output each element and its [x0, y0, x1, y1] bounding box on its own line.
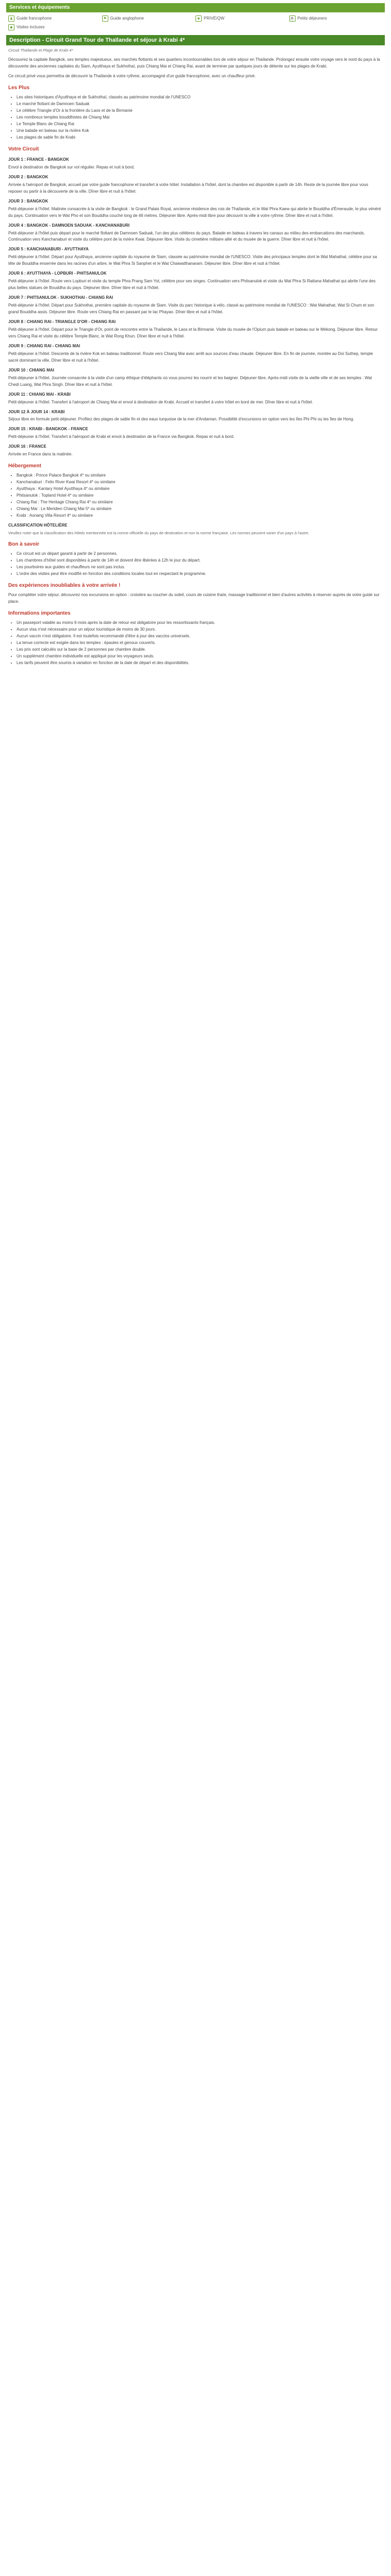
- day-text: Petit-déjeuner à l'hôtel. Matinée consacrée à la visite de Bangkok : le Grand Palais Royal, ancienne résidence des rois de Thaïlande, et le Wat Phra Kaew qui abrite le Bouddha d'Émeraude, le plus vénéré du pays. Continuation vers le Wat Pho et son Bouddha couché long de 46 mètres. Déjeuner libre. Après-midi libre pour découvrir la ville à votre rythme. Dîner libre et nuit à l'hôtel.: [8, 206, 381, 218]
- day-text: Envol à destination de Bangkok sur vol régulier. Repas et nuit à bord.: [8, 164, 135, 170]
- day-text: Arrivée en France dans la matinée.: [8, 452, 73, 457]
- infos-list: [8, 620, 383, 667]
- day-title: JOUR 16 : FRANCE: [8, 444, 46, 449]
- hotel-item: • Phitsanulok : Topland Hotel 4* ou similaire: [17, 493, 383, 499]
- hotels-heading: Hébergement: [8, 463, 41, 469]
- day-title: JOUR 12 À JOUR 14 : KRABI: [8, 409, 65, 414]
- list-item: • Aucun vaccin n'est obligatoire. Il est toutefois recommandé d'être à jour des vaccins universels.: [17, 633, 383, 640]
- intro-paragraph: Ce circuit privé vous permettra de découvrir la Thaïlande à votre rythme, accompagné d'un guide francophone, avec un chauffeur privé.: [8, 73, 256, 78]
- service-item: [102, 15, 196, 22]
- list-item: • Les prix sont calculés sur la base de 2 personnes par chambre double.: [17, 647, 383, 653]
- page-title: Description - Circuit Grand Tour de Thaïlande et séjour à Krabi 4*: [6, 35, 385, 45]
- day-title: JOUR 15 : KRABI - BANGKOK - FRANCE: [8, 427, 88, 432]
- day-title: JOUR 4 : BANGKOK - DAMNOEN SADUAK - KANCHANABURI: [8, 223, 130, 228]
- highlights-list: [8, 94, 383, 141]
- list-item: • Les tarifs peuvent être soumis à variation en fonction de la date de départ et des disponibilités.: [17, 660, 383, 667]
- day-text: Petit-déjeuner à l'hôtel. Descente de la rivière Kok en bateau traditionnel. Route vers Chiang Mai avec arrêt aux sources d'eau chaude. Déjeuner libre. En fin de journée, montée au Doi Suthep, temple sacré dominant la ville. Dîner libre et nuit à l'hôtel.: [8, 351, 373, 363]
- list-item: • Aucun visa n'est nécessaire pour un séjour touristique de moins de 30 jours.: [17, 626, 383, 633]
- day-title: JOUR 5 : KANCHANABURI - AYUTTHAYA: [8, 247, 89, 252]
- hotel-item: • Ayutthaya : Kantary Hotel Ayutthaya 4* ou similaire: [17, 486, 383, 493]
- coffee-icon: ☕: [289, 15, 296, 22]
- hotel-item: • Krabi : Aonang Villa Resort 4* ou similaire: [17, 513, 383, 519]
- classification-heading: CLASSIFICATION HÔTELIÈRE: [8, 523, 68, 528]
- classification-text: Veuillez noter que la classification des hôtels mentionnée est la norme officielle du pays de destination et non la norme française. Les normes peuvent varier d'un pays à l'autre.: [8, 531, 309, 536]
- day-text: Petit-déjeuner à l'hôtel puis départ pour le marché flottant de Damnoen Saduak, l'un des plus célèbres du pays. Balade en bateau à travers les canaux au milieu des embarcations des marchands. Continuation vers Kanchanaburi et visite du célèbre pont de la rivière Kwai. Déjeuner libre. Visite du cimetière militaire allié et du musée de la guerre. Dîner libre et nuit à l'hôtel.: [8, 230, 365, 242]
- experiences-heading: Des expériences inoubliables à votre arrivée !: [8, 583, 121, 589]
- day-text: Arrivée à l'aéroport de Bangkok, accueil par votre guide francophone et transfert à votre hôtel. Installation à l'hôtel, dont la chambre est disponible à partir de 14h. Reste de la journée libre pour vous reposer ou partir à la découverte de la ville. Dîner libre et nuit à l'hôtel.: [8, 182, 368, 194]
- service-item: [289, 15, 383, 22]
- hotel-item: • Chiang Mai : Le Meridien Chiang Mai 5* ou similaire: [17, 506, 383, 513]
- list-item: • Le célèbre Triangle d'Or à la frontière du Laos et de la Birmanie: [17, 108, 383, 114]
- service-label: Guide francophone: [17, 16, 52, 21]
- day-title: JOUR 7 : PHITSANULOK - SUKHOTHAI - CHIANG RAI: [8, 295, 113, 300]
- bon-a-savoir-heading: Bon à savoir: [8, 541, 40, 548]
- list-item: • Un supplément chambre individuelle est appliqué pour les voyageurs seuls.: [17, 653, 383, 660]
- highlights-heading: Les Plus: [8, 84, 30, 91]
- list-item: • Une balade en bateau sur la rivière Kok: [17, 128, 383, 134]
- service-label: PRIVÉ/QW: [204, 16, 225, 21]
- services-list-2: [6, 24, 385, 33]
- list-item: • Les sites historiques d'Ayutthaya et de Sukhothaï, classés au patrimoine mondial de l'UNESCO: [17, 94, 383, 101]
- experiences-text: Pour compléter votre séjour, découvrez nos excursions en option : croisière au coucher du soleil, cours de cuisine thaïe, massage traditionnel et bien d'autres activités à réserver auprès de votre guide sur place.: [8, 592, 380, 604]
- day-text: Petit-déjeuner à l'hôtel. Transfert à l'aéroport de Chiang Mai et envol à destination de Krabi. Accueil et transfert à votre hôtel en bord de mer. Dîner libre et nuit à l'hôtel.: [8, 399, 313, 404]
- list-item: • La tenue correcte est exigée dans les temples : épaules et genoux couverts.: [17, 640, 383, 647]
- flag-icon: ⚑: [102, 15, 108, 22]
- list-item: • Les plages de sable fin de Krabi: [17, 134, 383, 141]
- description-content: [6, 45, 385, 667]
- day-text: Petit-déjeuner à l'hôtel. Route vers Lopburi et visite du temple Phra Prang Sam Yot, célèbre pour ses singes. Continuation vers Phitsanulok et visite du Wat Phra Si Rattana Mahathat qui abrite l'une des plus belles statues de Bouddha du pays. Déjeuner libre. Dîner libre et nuit à l'hôtel.: [8, 279, 376, 291]
- day-title: JOUR 3 : BANGKOK: [8, 198, 48, 204]
- day-title: JOUR 11 : CHIANG MAI - KRABI: [8, 392, 71, 397]
- day-title: JOUR 2 : BANGKOK: [8, 174, 48, 179]
- list-item: • Le marché flottant de Damnoen Saduak: [17, 101, 383, 108]
- list-item: • L'ordre des visites peut être modifié en fonction des conditions locales tout en respectant le programme.: [17, 571, 383, 578]
- day-title: JOUR 9 : CHIANG RAI - CHIANG MAI: [8, 343, 80, 348]
- services-heading: Services et équipements: [6, 3, 385, 12]
- list-item: • Les chambres d'hôtel sont disponibles à partir de 14h et doivent être libérées à 12h le jour du départ.: [17, 557, 383, 564]
- list-item: • Les pourboires aux guides et chauffeurs ne sont pas inclus.: [17, 564, 383, 571]
- infos-heading: Informations importantes: [8, 611, 71, 617]
- car-icon: ■: [196, 15, 202, 22]
- service-label: Petits déjeuners: [297, 16, 327, 21]
- user-icon: ♟: [8, 15, 14, 22]
- day-title: JOUR 6 : AYUTTHAYA - LOPBURI - PHITSANULOK: [8, 271, 107, 276]
- day-text: Séjour libre en formule petit-déjeuner. Profitez des plages de sable fin et des eaux turquoise de la mer d'Andaman. Possibilité d'excursions en option vers les îles Phi Phi ou les îles de Hong.: [8, 417, 354, 422]
- day-text: Petit-déjeuner à l'hôtel. Départ pour Sukhothai, première capitale du royaume de Siam. Visite du parc historique à vélo, classé au patrimoine mondial de l'UNESCO : Wat Mahathat, Wat Si Chum et son grand Bouddha assis. Déjeuner libre. Route vers Chiang Rai en passant par le lac Phayao. Dîner libre et nuit à l'hôtel.: [8, 303, 374, 315]
- intro-subtitle: Circuit Thaïlande et Plage de Krabi 4*: [8, 47, 73, 53]
- hotel-item: • Chiang Rai : The Heritage Chiang Rai 4* ou similaire: [17, 499, 383, 506]
- bon-a-savoir-list: [8, 551, 383, 578]
- service-item: [8, 15, 102, 22]
- list-item: • Les nombreux temples bouddhistes de Chiang Mai: [17, 114, 383, 121]
- day-text: Petit-déjeuner à l'hôtel. Journée consacrée à la visite d'un camp éthique d'éléphants où vous pourrez les nourrir et les baigner. Déjeuner libre. Après-midi visite de la vieille ville et de ses temples : Wat Chedi Luang, Wat Phra Singh. Dîner libre et nuit à l'hôtel.: [8, 375, 372, 387]
- list-item: • Ce circuit est un départ garanti à partir de 2 personnes.: [17, 551, 383, 557]
- service-item: [196, 15, 289, 22]
- hotel-item: • Bangkok : Prince Palace Bangkok 4* ou similaire: [17, 472, 383, 479]
- day-text: Petit-déjeuner à l'hôtel. Transfert à l'aéroport de Krabi et envol à destination de la France via Bangkok. Repas et nuit à bord.: [8, 434, 235, 439]
- day-title: JOUR 1 : FRANCE - BANGKOK: [8, 157, 69, 162]
- day-text: Petit-déjeuner à l'hôtel. Départ pour le Triangle d'Or, point de rencontre entre la Thaïlande, le Laos et la Birmanie. Visite du musée de l'Opium puis balade en bateau sur le Mékong. Déjeuner libre. Retour vers Chiang Rai et visite du célèbre Temple Blanc, le Wat Rong Khun. Dîner libre et nuit à l'hôtel.: [8, 327, 378, 338]
- hotels-list: [8, 472, 383, 519]
- services-list: [6, 12, 385, 24]
- ticket-icon: ◆: [8, 24, 14, 30]
- service-label: Visites incluses: [17, 24, 45, 29]
- intro-paragraph: Découvrez la capitale Bangkok, ses temples majestueux, ses marchés flottants et ses quartiers incontournables lors de votre séjour en Thaïlande. Prolongez ensuite votre voyage vers le nord du pays à la découverte des anciennes capitales du Siam, Ayutthaya et Sukhothaï, puis Chiang Mai et Chiang Rai, avant de terminer par quelques jours de détente sur les plages de Krabi.: [8, 57, 380, 69]
- service-label: Guide anglophone: [110, 16, 144, 21]
- service-item: [8, 24, 102, 31]
- list-item: • Le Temple Blanc de Chiang Rai: [17, 121, 383, 128]
- hotel-item: • Kanchanaburi : Felix River Kwai Resort 4* ou similaire: [17, 479, 383, 486]
- day-title: JOUR 8 : CHIANG RAI - TRIANGLE D'OR - CHIANG RAI: [8, 319, 116, 325]
- services-section: [6, 3, 385, 33]
- list-item: • Un passeport valable au moins 6 mois après la date de retour est obligatoire pour les ressortissants français.: [17, 620, 383, 626]
- day-title: JOUR 10 : CHIANG MAI: [8, 367, 54, 372]
- circuit-heading: Votre Circuit: [8, 146, 39, 152]
- day-text: Petit-déjeuner à l'hôtel. Départ pour Ayutthaya, ancienne capitale du royaume de Siam, classée au patrimoine mondial de l'UNESCO. Visite des principaux temples dont le Wat Mahathat, célèbre pour sa tête de Bouddha enserrée dans les racines d'un arbre, le Wat Phra Si Sanphet et le Wat Chaiwatthanaram. Déjeuner libre. Dîner libre et nuit à l'hôtel.: [8, 255, 377, 266]
